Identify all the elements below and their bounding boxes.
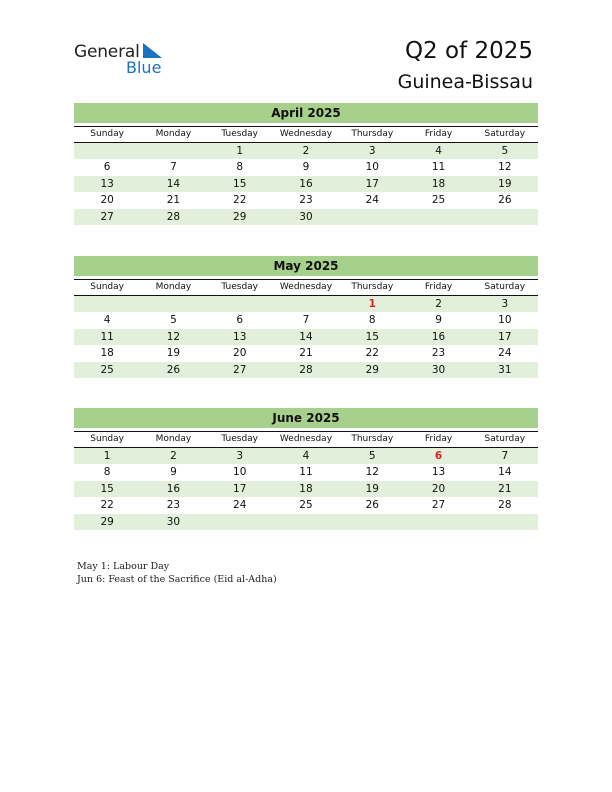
day-cell: 22 bbox=[100, 499, 114, 512]
day-cell: 2 bbox=[170, 450, 177, 462]
day-cell: 31 bbox=[498, 363, 512, 376]
day-cell: 5 bbox=[368, 450, 376, 462]
day-cell: 21 bbox=[166, 194, 181, 207]
day-cell: 8 bbox=[236, 161, 244, 174]
week-row bbox=[74, 448, 538, 464]
day-cell: 13 bbox=[100, 177, 114, 190]
weekday-label: Friday bbox=[424, 282, 453, 292]
day-cell: 8 bbox=[103, 466, 111, 479]
day-cell bbox=[273, 514, 339, 530]
day-cell bbox=[339, 209, 405, 225]
day-cell: 21 bbox=[498, 482, 512, 495]
week-row bbox=[74, 209, 538, 225]
day-cell: 3 bbox=[368, 145, 376, 157]
day-cell: 4 bbox=[103, 314, 111, 327]
day-cell: 6 bbox=[236, 314, 244, 327]
day-cell: 17 bbox=[365, 177, 379, 190]
day-cell bbox=[207, 296, 273, 312]
weekday-label: Wednesday bbox=[279, 129, 333, 139]
day-cell bbox=[207, 514, 273, 530]
week-row bbox=[74, 345, 538, 361]
day-cell: 21 bbox=[299, 347, 313, 360]
day-cell: 25 bbox=[100, 363, 114, 376]
week-row bbox=[74, 312, 538, 328]
day-cell: 10 bbox=[365, 161, 379, 174]
holiday-day-cell: 1 bbox=[368, 298, 376, 310]
weekday-label: Saturday bbox=[484, 434, 526, 444]
day-cell: 19 bbox=[166, 347, 181, 360]
day-cell: 7 bbox=[302, 314, 310, 327]
weekday-label: Tuesday bbox=[221, 129, 259, 139]
day-cell: 17 bbox=[498, 330, 512, 343]
day-cell: 27 bbox=[233, 363, 247, 376]
weekday-header-row bbox=[74, 431, 538, 448]
day-cell: 3 bbox=[501, 298, 509, 310]
holiday-note: Jun 6: Feast of the Sacrifice (Eid al-Adha) bbox=[77, 574, 277, 585]
day-cell: 23 bbox=[299, 194, 313, 207]
week-row bbox=[74, 514, 538, 530]
weekday-label: Tuesday bbox=[221, 434, 259, 444]
day-cell: 30 bbox=[166, 515, 181, 528]
weekday-label: Friday bbox=[424, 434, 453, 444]
day-cell: 20 bbox=[100, 194, 114, 207]
weekday-label: Friday bbox=[424, 129, 453, 139]
day-cell: 6 bbox=[103, 161, 111, 174]
week-row bbox=[74, 464, 538, 480]
weekday-label: Monday bbox=[155, 129, 192, 139]
day-cell bbox=[74, 143, 140, 159]
day-cell: 14 bbox=[166, 177, 181, 190]
day-cell: 22 bbox=[233, 194, 247, 207]
day-cell: 7 bbox=[170, 161, 177, 174]
weekday-label: Monday bbox=[155, 282, 192, 292]
day-cell bbox=[74, 296, 140, 312]
day-cell: 18 bbox=[299, 482, 313, 495]
week-row bbox=[74, 143, 538, 159]
day-cell: 4 bbox=[302, 450, 310, 462]
week-row bbox=[74, 192, 538, 208]
day-cell: 19 bbox=[365, 482, 379, 495]
day-cell: 27 bbox=[431, 499, 446, 512]
weekday-label: Saturday bbox=[484, 129, 526, 139]
day-cell: 16 bbox=[166, 482, 181, 495]
weekday-header-row bbox=[74, 279, 538, 296]
day-cell: 14 bbox=[498, 466, 512, 479]
day-cell: 25 bbox=[431, 194, 446, 207]
weekday-label: Saturday bbox=[484, 282, 526, 292]
holiday-day-cell: 6 bbox=[434, 450, 443, 462]
day-cell: 30 bbox=[299, 210, 313, 223]
day-cell: 8 bbox=[368, 314, 376, 327]
day-cell: 13 bbox=[233, 330, 247, 343]
page-title: Q2 of 2025 bbox=[404, 38, 533, 64]
day-cell: 26 bbox=[365, 499, 379, 512]
day-cell bbox=[405, 514, 471, 530]
day-cell: 1 bbox=[236, 145, 244, 157]
day-cell: 14 bbox=[299, 330, 313, 343]
day-cell: 27 bbox=[100, 210, 114, 223]
month-title: May 2025 bbox=[74, 256, 538, 276]
day-cell: 20 bbox=[233, 347, 247, 360]
day-cell: 11 bbox=[431, 161, 446, 174]
day-cell: 5 bbox=[501, 145, 509, 157]
weekday-label: Thursday bbox=[351, 129, 394, 139]
day-cell: 26 bbox=[498, 194, 512, 207]
day-cell bbox=[472, 209, 538, 225]
day-cell: 24 bbox=[233, 499, 247, 512]
day-cell: 20 bbox=[431, 482, 446, 495]
day-cell: 12 bbox=[498, 161, 512, 174]
day-cell bbox=[140, 296, 206, 312]
day-cell: 16 bbox=[431, 330, 446, 343]
logo-triangle-icon bbox=[141, 43, 163, 59]
day-cell bbox=[405, 209, 471, 225]
month-title: June 2025 bbox=[74, 408, 538, 428]
day-cell: 18 bbox=[100, 347, 114, 360]
logo-text-general: General bbox=[74, 42, 140, 62]
day-cell: 17 bbox=[233, 482, 247, 495]
day-cell: 29 bbox=[365, 363, 379, 376]
weekday-header-row bbox=[74, 126, 538, 143]
weekday-label: Wednesday bbox=[279, 282, 333, 292]
country-name: Guinea-Bissau bbox=[397, 71, 533, 93]
day-cell: 23 bbox=[431, 347, 446, 360]
day-cell: 26 bbox=[166, 363, 181, 376]
holiday-notes bbox=[77, 560, 277, 586]
day-cell: 1 bbox=[103, 450, 111, 462]
day-cell bbox=[140, 143, 206, 159]
day-cell: 10 bbox=[233, 466, 247, 479]
day-cell: 18 bbox=[431, 177, 446, 190]
day-cell bbox=[472, 514, 538, 530]
day-cell: 22 bbox=[365, 347, 379, 360]
day-cell: 24 bbox=[365, 194, 379, 207]
day-cell: 15 bbox=[233, 177, 247, 190]
weekday-label: Thursday bbox=[351, 282, 394, 292]
day-cell: 29 bbox=[100, 515, 114, 528]
week-row bbox=[74, 481, 538, 497]
weekday-label: Tuesday bbox=[221, 282, 259, 292]
day-cell: 15 bbox=[100, 482, 114, 495]
day-cell: 23 bbox=[166, 499, 181, 512]
day-cell: 24 bbox=[498, 347, 512, 360]
day-cell: 19 bbox=[498, 177, 512, 190]
day-cell: 28 bbox=[166, 210, 181, 223]
week-row bbox=[74, 497, 538, 513]
holiday-note: May 1: Labour Day bbox=[77, 561, 170, 572]
day-cell: 10 bbox=[498, 314, 512, 327]
day-cell: 9 bbox=[170, 466, 177, 479]
week-row bbox=[74, 329, 538, 345]
weekday-label: Sunday bbox=[90, 129, 124, 139]
day-cell: 9 bbox=[435, 314, 442, 327]
weekday-label: Thursday bbox=[351, 434, 394, 444]
generalblue-logo bbox=[74, 42, 174, 78]
day-cell: 5 bbox=[170, 314, 177, 327]
month-title: April 2025 bbox=[74, 103, 538, 123]
day-cell: 11 bbox=[299, 466, 313, 479]
day-cell: 3 bbox=[236, 450, 244, 462]
day-cell: 25 bbox=[299, 499, 313, 512]
day-cell bbox=[273, 296, 339, 312]
weekday-label: Monday bbox=[155, 434, 192, 444]
week-row bbox=[74, 159, 538, 175]
day-cell: 2 bbox=[302, 145, 310, 157]
day-cell: 30 bbox=[431, 363, 446, 376]
month-calendar bbox=[74, 408, 538, 530]
day-cell: 12 bbox=[166, 330, 181, 343]
day-cell: 28 bbox=[498, 499, 512, 512]
day-cell: 2 bbox=[435, 298, 442, 310]
month-calendar bbox=[74, 103, 538, 225]
day-cell: 28 bbox=[299, 363, 313, 376]
day-cell: 7 bbox=[501, 450, 509, 462]
weekday-label: Sunday bbox=[90, 434, 124, 444]
week-row bbox=[74, 296, 538, 312]
day-cell: 4 bbox=[435, 145, 442, 157]
day-cell: 12 bbox=[365, 466, 379, 479]
month-calendar bbox=[74, 256, 538, 378]
day-cell: 9 bbox=[302, 161, 310, 174]
weekday-label: Sunday bbox=[90, 282, 124, 292]
week-row bbox=[74, 176, 538, 192]
day-cell: 11 bbox=[100, 330, 114, 343]
day-cell: 29 bbox=[233, 210, 247, 223]
day-cell bbox=[339, 514, 405, 530]
weekday-label: Wednesday bbox=[279, 434, 333, 444]
logo-text-blue: Blue bbox=[126, 58, 162, 77]
week-row bbox=[74, 362, 538, 378]
day-cell: 15 bbox=[365, 330, 379, 343]
day-cell: 13 bbox=[431, 466, 446, 479]
day-cell: 16 bbox=[299, 177, 313, 190]
